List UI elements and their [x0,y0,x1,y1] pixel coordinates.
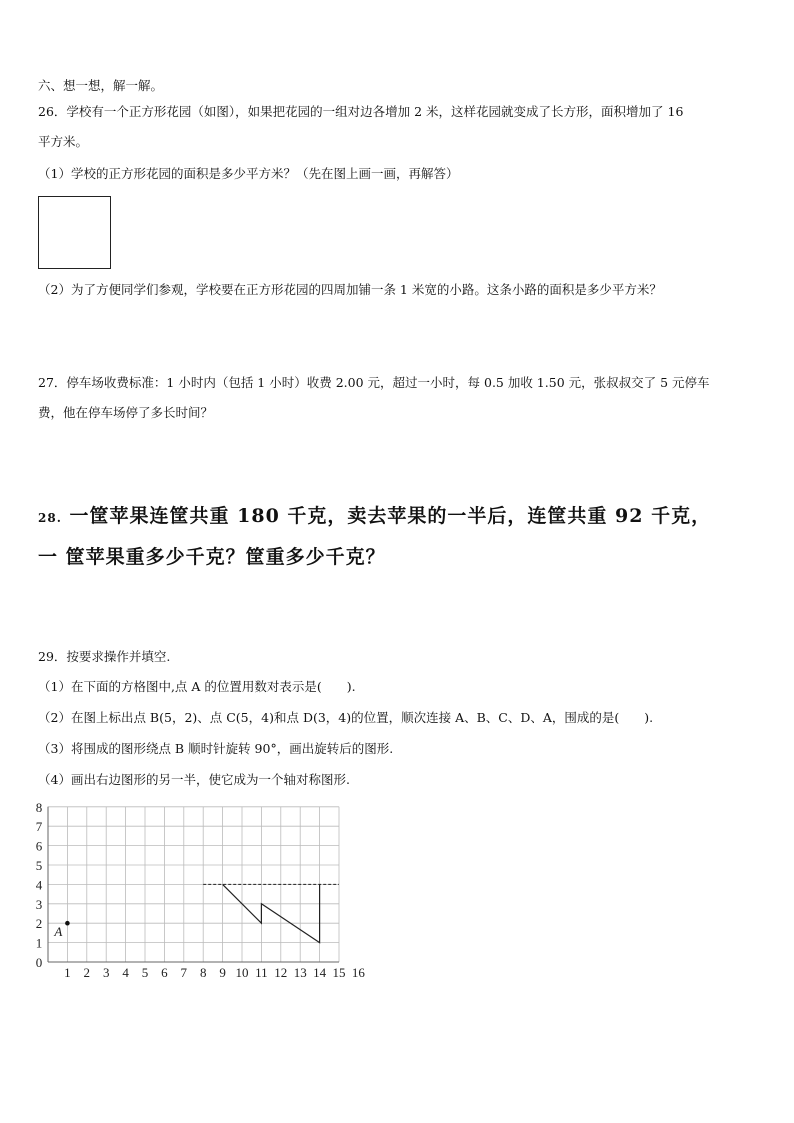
x-tick-label: 3 [102,965,110,980]
x-tick-label: 10 [235,965,249,980]
x-tick-label: 12 [274,965,288,980]
x-tick-label: 4 [122,965,129,980]
section-title: 六、想一想，解一解。 [38,78,164,93]
y-tick-label: 0 [35,955,43,970]
y-tick-label: 2 [35,916,43,932]
q28-number: 28. [38,511,62,525]
y-tick-label: 6 [35,838,43,854]
y-tick-label: 1 [35,935,43,951]
q27-line1: 27．停车场收费标准：1 小时内（包括 1 小时）收费 2.00 元，超过一小时，每 0.5 加收 1.50 元，张叔叔交了 5 元停车 [38,375,710,390]
q26-line2: 平方米。 [38,134,89,149]
x-tick-label: 15 [332,965,346,980]
coordinate-grid [30,798,370,988]
x-tick-label: 1 [64,965,71,980]
y-tick-label: 5 [35,858,43,873]
x-tick-label: 7 [180,965,188,980]
half-figure-polyline [223,884,320,942]
x-tick-label: 2 [83,965,91,980]
y-tick-label: 3 [35,896,43,912]
point-a-label: A [54,924,63,940]
y-tick-label: 7 [35,819,43,835]
q29-part3: （3）将围成的图形绕点 B 顺时针旋转 90°，画出旋转后的图形. [38,741,394,756]
x-tick-label: 14 [313,965,327,980]
garden-square-figure [38,196,111,269]
q27-line2: 费，他在停车场停了多长时间？ [38,405,214,420]
x-tick-label: 6 [161,965,168,980]
q29-line1: 29．按要求操作并填空. [38,649,171,664]
x-tick-label: 5 [141,965,149,980]
q26-part1: （1）学校的正方形花园的面积是多少平方米？（先在图上画一画，再解答） [38,166,459,181]
q29-part1: （1）在下面的方格图中,点 A 的位置用数对表示是( ). [38,679,356,694]
q29-part4: （4）画出右边图形的另一半，使它成为一个轴对称图形. [38,772,350,787]
q29-part2: （2）在图上标出点 B(5，2)、点 C(5，4)和点 D(3，4)的位置，顺次连接 A、B、C、D、A，围成的是( ). [38,710,654,725]
x-tick-label: 11 [255,965,268,980]
x-tick-label: 16 [351,965,365,980]
q28-text1: 一筐苹果连筐共重 180 千克，卖去苹果的一半后，连筐共重 92 千克， [69,505,712,527]
x-tick-label: 9 [219,965,226,980]
x-tick-label: 8 [199,965,207,980]
x-tick-label: 13 [293,965,307,980]
y-tick-label: 8 [35,799,43,815]
point-a-dot [65,921,70,926]
q28-line2: 一 筐苹果重多少千克？筐重多少千克？ [38,546,386,568]
q26-line1: 26．学校有一个正方形花园（如图），如果把花园的一组对边各增加 2 米，这样花园就变成了长方形，面积增加了 16 [38,104,684,119]
q26-part2: （2）为了方便同学们参观，学校要在正方形花园的四周加铺一条 1 米宽的小路。这条小路的面积是多少平方米？ [38,282,662,297]
q28-line1 [38,504,711,530]
y-tick-label: 4 [35,877,43,893]
